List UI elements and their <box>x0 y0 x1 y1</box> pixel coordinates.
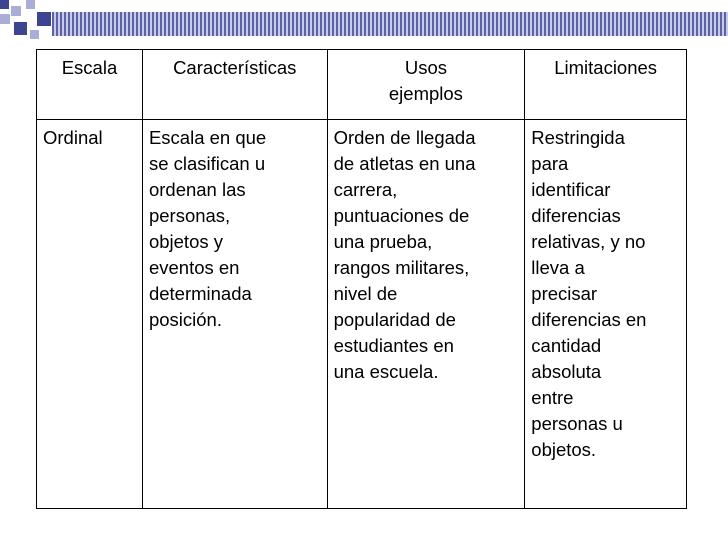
cell-text: Escala en que <box>148 127 267 148</box>
cell-text: personas, <box>148 205 231 226</box>
decorative-square <box>11 6 21 16</box>
header-escala <box>37 50 143 120</box>
cell-text: una prueba, <box>333 231 433 252</box>
cell-text: ordenan las <box>148 179 246 200</box>
cell-text: nivel de <box>333 283 398 304</box>
cell-caracteristicas <box>142 120 327 509</box>
cell-text: Restringida <box>531 127 625 148</box>
table-row <box>37 120 687 509</box>
cell-text: carrera, <box>333 179 398 200</box>
header-text: Escala <box>61 57 118 78</box>
scale-table-container <box>36 49 687 509</box>
measurement-scale-table <box>36 49 687 509</box>
cell-text: estudiantes en <box>333 335 454 356</box>
cell-usos <box>327 120 525 509</box>
cell-text: Ordinal <box>43 127 103 148</box>
decorative-square <box>26 0 35 9</box>
cell-text: objetos y <box>148 231 223 252</box>
header-limitaciones <box>525 50 687 120</box>
cell-text: diferencias <box>531 205 621 226</box>
header-text: Limitaciones <box>554 57 658 78</box>
slide-header-decoration <box>0 0 728 45</box>
decorative-square <box>0 14 10 24</box>
header-text: ejemplos <box>388 83 463 104</box>
cell-text: absoluta <box>531 361 602 382</box>
decorative-square <box>14 22 27 35</box>
header-caracteristicas <box>142 50 327 120</box>
header-text: Características <box>173 57 297 78</box>
header-text: Usos <box>404 57 447 78</box>
cell-text: diferencias en <box>531 309 647 330</box>
cell-text: relativas, y no <box>531 231 646 252</box>
cell-text: lleva a <box>531 257 585 278</box>
cell-text: eventos en <box>148 257 240 278</box>
cell-text: se clasifican u <box>148 153 266 174</box>
cell-limitaciones <box>525 120 687 509</box>
cell-text: determinada <box>148 283 252 304</box>
cell-text: popularidad de <box>333 309 456 330</box>
cell-escala <box>37 120 143 509</box>
striped-banner <box>52 12 728 36</box>
cell-text: para <box>531 153 569 174</box>
cell-text: Orden de llegada <box>333 127 476 148</box>
table-header-row <box>37 50 687 120</box>
cell-text: objetos. <box>531 439 597 460</box>
cell-text: una escuela. <box>333 361 439 382</box>
cell-text: puntuaciones de <box>333 205 470 226</box>
cell-text: entre <box>531 387 574 408</box>
cell-text: precisar <box>531 283 598 304</box>
cell-text: personas u <box>531 413 623 434</box>
decorative-square <box>30 30 39 39</box>
cell-text: de atletas en una <box>333 153 476 174</box>
decorative-square <box>0 0 9 9</box>
cell-text: rangos militares, <box>333 257 470 278</box>
cell-text: cantidad <box>531 335 602 356</box>
cell-text: identificar <box>531 179 611 200</box>
decorative-square <box>37 12 51 26</box>
header-usos <box>327 50 525 120</box>
cell-text: posición. <box>148 309 222 330</box>
